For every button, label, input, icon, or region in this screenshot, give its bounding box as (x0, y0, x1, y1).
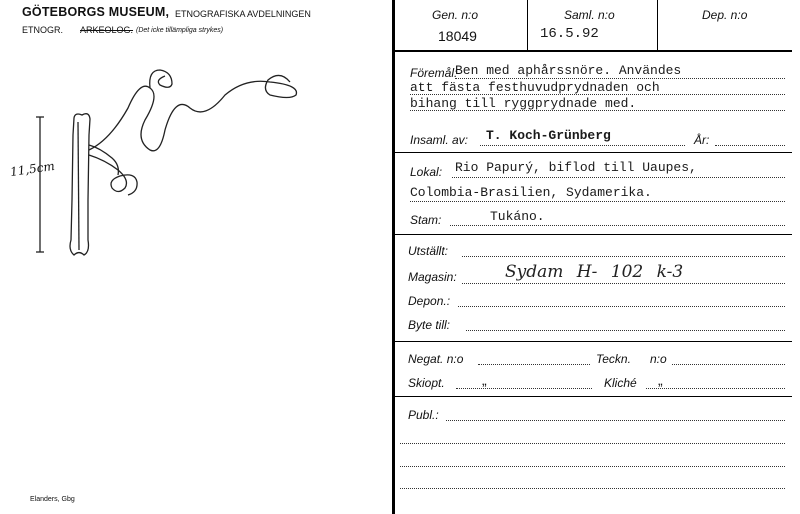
section-divider-3 (394, 341, 792, 342)
insaml-label: Insaml. av: (410, 133, 469, 147)
magasin-label: Magasin: (408, 270, 457, 284)
header-col-divider-2 (657, 0, 658, 51)
skiopt-ditto: „ (482, 372, 487, 388)
header-divider (394, 50, 792, 52)
publ-dotline-3 (400, 466, 785, 467)
foremal-dotline-2 (410, 94, 785, 95)
lokal-line-2: Colombia-Brasilien, Sydamerika. (410, 185, 652, 200)
teckn-label: Teckn. (596, 352, 631, 366)
lokal-line-1: Rio Papurý, biflod till Uaupes, (455, 160, 697, 175)
publ-label: Publ.: (408, 408, 439, 422)
foremal-line-1: Ben med aphårssnöre. Användes (455, 63, 682, 78)
foremal-dotline-1 (455, 78, 785, 79)
foremal-dotline-3 (410, 110, 785, 111)
stam-dotline (450, 225, 785, 226)
dep-label: Dep. n:o (702, 8, 748, 22)
lokal-label: Lokal: (410, 165, 443, 179)
skiopt-label: Skiopt. (408, 376, 445, 390)
cliche-ditto: „ (658, 372, 663, 388)
cliche-label: Kliché (604, 376, 637, 390)
arkeolog-label: ARKEOLOG. (80, 25, 134, 35)
section-divider-2 (394, 234, 792, 235)
section-divider-1 (394, 152, 792, 153)
museum-name: GÖTEBORGS MUSEUM, (22, 5, 170, 19)
byte-label: Byte till: (408, 318, 451, 332)
ar-label: År: (694, 133, 710, 147)
gen-label: Gen. n:o (432, 8, 479, 22)
header-col-divider-1 (527, 0, 528, 51)
foremal-label: Föremål: (410, 66, 458, 80)
department-name: ETNOGRAFISKA AVDELNINGEN (175, 9, 311, 19)
section-divider-4 (394, 396, 792, 397)
negat-dotline (478, 364, 590, 365)
teckn-no-label: n:o (650, 352, 667, 366)
foremal-line-2: att fästa festhuvudprydnaden och (410, 80, 660, 95)
depon-label: Depon.: (408, 294, 451, 308)
saml-label: Saml. n:o (564, 8, 615, 22)
card-left-border (392, 0, 395, 514)
etnogr-label: ETNOGR. (22, 25, 64, 35)
strike-note: (Det icke tillämpliga strykes) (136, 27, 224, 34)
publ-dotline-4 (400, 488, 785, 489)
skiopt-dotline (456, 388, 592, 389)
publ-dotline-1 (446, 420, 785, 421)
object-sketch (0, 0, 330, 514)
cliche-dotline (646, 388, 785, 389)
utstallt-label: Utställt: (408, 244, 449, 258)
utstallt-dotline (462, 256, 785, 257)
insaml-dotline (480, 145, 685, 146)
printer-label: Elanders, Gbg (30, 496, 75, 503)
lokal-dotline-2 (410, 201, 785, 202)
publ-dotline-2 (400, 443, 785, 444)
magasin-value: Sydam H- 102 k-3 (505, 262, 684, 282)
measurement-label: 11,5cm (9, 158, 56, 180)
stam-value: Tukáno. (490, 209, 545, 224)
magasin-dotline (462, 283, 785, 284)
saml-value: 16.5.92 (540, 26, 599, 42)
ar-dotline (715, 145, 785, 146)
byte-dotline (466, 330, 785, 331)
insaml-value: T. Koch-Grünberg (486, 128, 611, 143)
foremal-line-3: bihang till ryggprydnade med. (410, 96, 637, 111)
lokal-dotline-1 (452, 177, 785, 178)
depon-dotline (458, 306, 785, 307)
teckn-dotline (672, 364, 785, 365)
stam-label: Stam: (410, 213, 442, 227)
negat-label: Negat. n:o (408, 352, 464, 366)
gen-value: 18049 (438, 28, 477, 44)
